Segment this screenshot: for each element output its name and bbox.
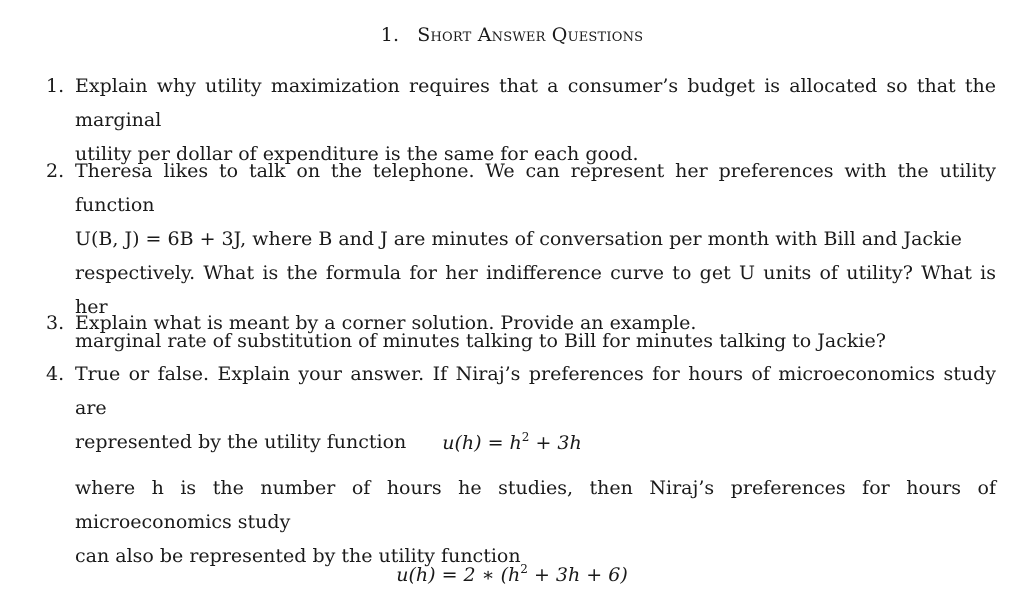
question-line: Explain why utility maximization requires that a consumer’s budget is allocated so that the marginal bbox=[75, 75, 996, 131]
section-number: 1. bbox=[380, 24, 400, 46]
question-line: Explain what is meant by a corner solution. Provide an example. bbox=[75, 312, 697, 334]
section-heading bbox=[0, 24, 1024, 46]
question-text bbox=[75, 306, 996, 340]
question-line: utility per dollar of expenditure is the same for each good. bbox=[75, 143, 639, 165]
question-number: 1. bbox=[46, 75, 65, 97]
equation-text: u(h) = h bbox=[442, 432, 522, 454]
question-line: Theresa likes to talk on the telephone. We can represent her preferences with the utility function bbox=[75, 160, 996, 216]
question-line: True or false. Explain your answer. If Niraj’s preferences for hours of microeconomics study are bbox=[75, 363, 996, 419]
question-text bbox=[75, 471, 996, 573]
question-number: 2. bbox=[46, 160, 65, 182]
section-title: Short Answer Questions bbox=[417, 24, 644, 46]
equation-tail: + 3h bbox=[529, 432, 582, 454]
question-line: marginal rate of substitution of minutes talking to Bill for minutes talking to Jackie? bbox=[75, 330, 886, 352]
equation-tail: + 3h + 6) bbox=[527, 564, 628, 586]
equation-exponent: 2 bbox=[520, 562, 528, 576]
question-number: 4. bbox=[46, 363, 65, 385]
question-line: respectively. What is the formula for her indifference curve to get U units of utility? What is her bbox=[75, 262, 996, 318]
equation-utility-2 bbox=[0, 562, 1024, 586]
equation-text: u(h) = 2 ∗ (h bbox=[396, 564, 521, 586]
equation-utility-1 bbox=[0, 430, 1024, 454]
question-line: represented by the utility function bbox=[75, 431, 407, 453]
equation-exponent: 2 bbox=[521, 430, 530, 444]
question-line: where h is the number of hours he studies, then Niraj’s preferences for hours of microeconomics study bbox=[75, 477, 996, 533]
question-line: can also be represented by the utility function bbox=[75, 545, 521, 567]
question-line: U(B, J) = 6B + 3J, where B and J are minutes of conversation per month with Bill and Jackie bbox=[75, 228, 962, 250]
question-number: 3. bbox=[46, 312, 65, 334]
